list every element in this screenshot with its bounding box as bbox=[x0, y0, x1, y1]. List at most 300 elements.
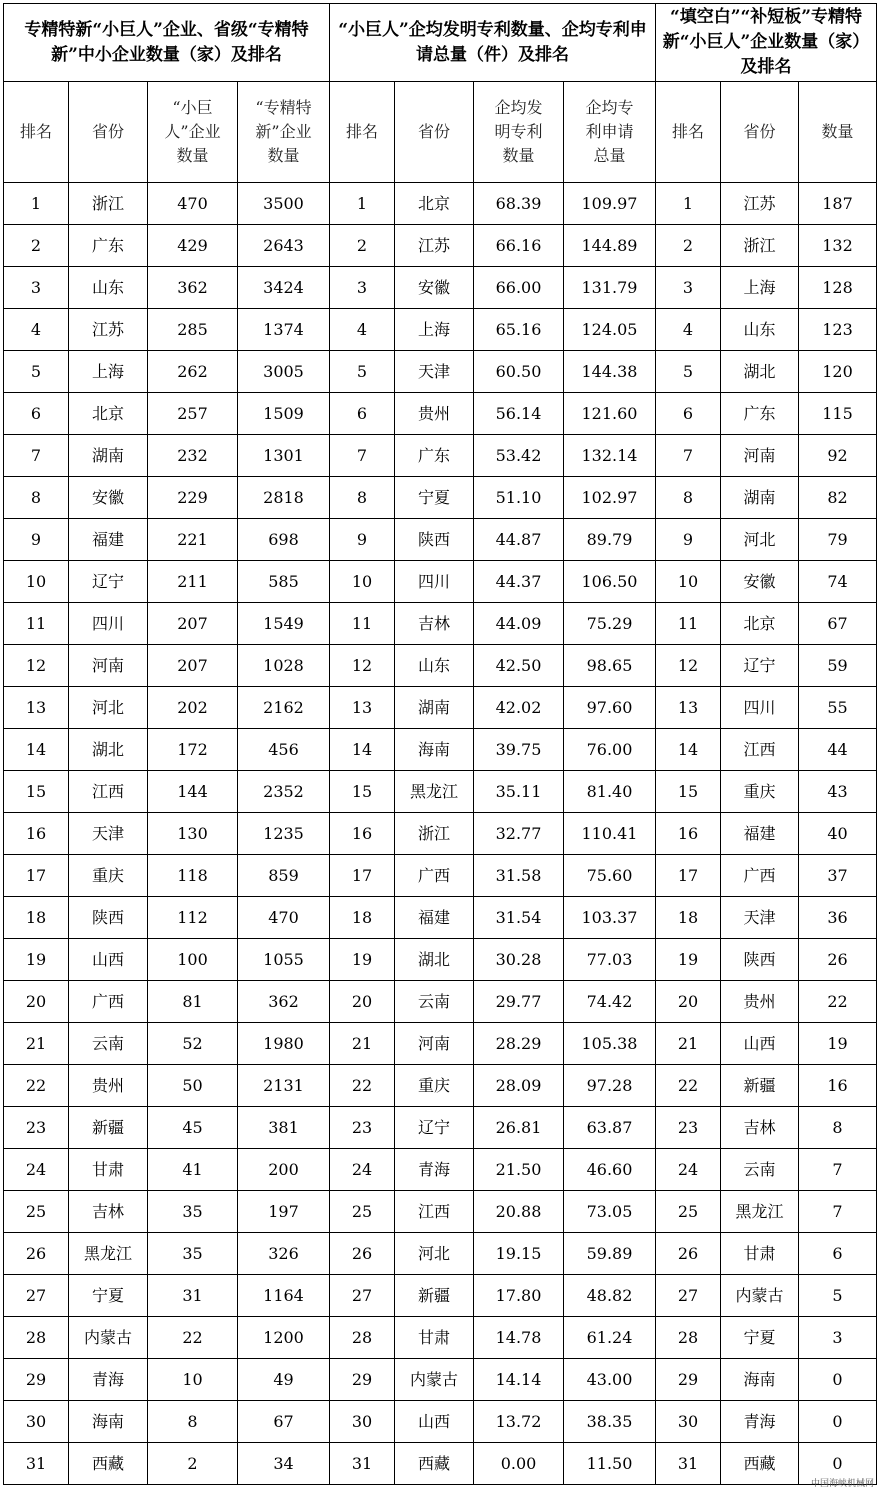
cell-province: 云南 bbox=[69, 1023, 148, 1065]
cell-avg-invention-patents: 14.14 bbox=[474, 1359, 564, 1401]
cell-province: 河北 bbox=[69, 687, 148, 729]
cell-rank: 28 bbox=[4, 1317, 69, 1359]
cell-province: 四川 bbox=[721, 687, 799, 729]
cell-avg-patent-applications: 121.60 bbox=[564, 393, 656, 435]
cell-province: 辽宁 bbox=[721, 645, 799, 687]
cell-specialized-count: 326 bbox=[238, 1233, 330, 1275]
cell-province: 湖南 bbox=[69, 435, 148, 477]
cell-avg-invention-patents: 32.77 bbox=[474, 813, 564, 855]
cell-rank: 23 bbox=[656, 1107, 721, 1149]
cell-specialized-count: 2643 bbox=[238, 225, 330, 267]
cell-specialized-count: 1164 bbox=[238, 1275, 330, 1317]
cell-little-giant-count: 112 bbox=[148, 897, 238, 939]
cell-rank: 8 bbox=[4, 477, 69, 519]
cell-rank: 15 bbox=[656, 771, 721, 813]
cell-rank: 7 bbox=[330, 435, 395, 477]
cell-rank: 6 bbox=[4, 393, 69, 435]
cell-fill-gap-count: 0 bbox=[799, 1401, 877, 1443]
cell-avg-patent-applications: 110.41 bbox=[564, 813, 656, 855]
cell-little-giant-count: 100 bbox=[148, 939, 238, 981]
cell-rank: 22 bbox=[330, 1065, 395, 1107]
cell-little-giant-count: 118 bbox=[148, 855, 238, 897]
table-row bbox=[4, 1401, 877, 1443]
col-header-rank: 排名 bbox=[656, 82, 721, 183]
cell-rank: 13 bbox=[330, 687, 395, 729]
cell-little-giant-count: 10 bbox=[148, 1359, 238, 1401]
table-row bbox=[4, 897, 877, 939]
col-header-little-giant-count: “小巨人”企业数量 bbox=[148, 82, 238, 183]
cell-rank: 31 bbox=[656, 1443, 721, 1485]
cell-little-giant-count: 285 bbox=[148, 309, 238, 351]
cell-province: 湖北 bbox=[69, 729, 148, 771]
cell-fill-gap-count: 22 bbox=[799, 981, 877, 1023]
cell-avg-patent-applications: 59.89 bbox=[564, 1233, 656, 1275]
cell-province: 福建 bbox=[69, 519, 148, 561]
col-header-avg-invention-patents: 企均发明专利数量 bbox=[474, 82, 564, 183]
table-row bbox=[4, 603, 877, 645]
cell-little-giant-count: 35 bbox=[148, 1191, 238, 1233]
cell-province: 山东 bbox=[69, 267, 148, 309]
cell-rank: 21 bbox=[656, 1023, 721, 1065]
cell-province: 宁夏 bbox=[395, 477, 474, 519]
cell-province: 内蒙古 bbox=[395, 1359, 474, 1401]
cell-avg-invention-patents: 13.72 bbox=[474, 1401, 564, 1443]
cell-province: 福建 bbox=[721, 813, 799, 855]
cell-fill-gap-count: 123 bbox=[799, 309, 877, 351]
cell-avg-patent-applications: 124.05 bbox=[564, 309, 656, 351]
cell-province: 湖南 bbox=[395, 687, 474, 729]
cell-province: 天津 bbox=[721, 897, 799, 939]
cell-little-giant-count: 470 bbox=[148, 183, 238, 225]
cell-province: 北京 bbox=[395, 183, 474, 225]
cell-rank: 10 bbox=[656, 561, 721, 603]
col-header-count: 数量 bbox=[799, 82, 877, 183]
cell-province: 河北 bbox=[721, 519, 799, 561]
cell-specialized-count: 2162 bbox=[238, 687, 330, 729]
cell-province: 宁夏 bbox=[721, 1317, 799, 1359]
cell-little-giant-count: 172 bbox=[148, 729, 238, 771]
cell-avg-patent-applications: 75.60 bbox=[564, 855, 656, 897]
table-row bbox=[4, 1233, 877, 1275]
cell-rank: 1 bbox=[330, 183, 395, 225]
cell-province: 广东 bbox=[395, 435, 474, 477]
cell-province: 广西 bbox=[69, 981, 148, 1023]
cell-rank: 4 bbox=[330, 309, 395, 351]
cell-province: 北京 bbox=[69, 393, 148, 435]
cell-avg-patent-applications: 97.60 bbox=[564, 687, 656, 729]
cell-rank: 27 bbox=[330, 1275, 395, 1317]
cell-little-giant-count: 130 bbox=[148, 813, 238, 855]
cell-fill-gap-count: 187 bbox=[799, 183, 877, 225]
cell-little-giant-count: 45 bbox=[148, 1107, 238, 1149]
cell-little-giant-count: 31 bbox=[148, 1275, 238, 1317]
cell-rank: 13 bbox=[4, 687, 69, 729]
cell-avg-patent-applications: 73.05 bbox=[564, 1191, 656, 1233]
cell-rank: 14 bbox=[656, 729, 721, 771]
cell-little-giant-count: 81 bbox=[148, 981, 238, 1023]
cell-rank: 17 bbox=[330, 855, 395, 897]
cell-little-giant-count: 262 bbox=[148, 351, 238, 393]
cell-avg-invention-patents: 42.50 bbox=[474, 645, 564, 687]
cell-avg-invention-patents: 51.10 bbox=[474, 477, 564, 519]
cell-province: 江苏 bbox=[395, 225, 474, 267]
cell-province: 河南 bbox=[69, 645, 148, 687]
cell-fill-gap-count: 128 bbox=[799, 267, 877, 309]
cell-little-giant-count: 429 bbox=[148, 225, 238, 267]
cell-little-giant-count: 22 bbox=[148, 1317, 238, 1359]
cell-rank: 3 bbox=[330, 267, 395, 309]
cell-province: 江苏 bbox=[721, 183, 799, 225]
cell-province: 海南 bbox=[721, 1359, 799, 1401]
cell-province: 吉林 bbox=[721, 1107, 799, 1149]
cell-little-giant-count: 232 bbox=[148, 435, 238, 477]
cell-rank: 20 bbox=[4, 981, 69, 1023]
cell-fill-gap-count: 82 bbox=[799, 477, 877, 519]
table-row bbox=[4, 183, 877, 225]
group-header-patents: “小巨人”企均发明专利数量、企均专利申请总量（件）及排名 bbox=[330, 4, 656, 82]
cell-province: 青海 bbox=[395, 1149, 474, 1191]
table-row bbox=[4, 1191, 877, 1233]
cell-specialized-count: 1028 bbox=[238, 645, 330, 687]
cell-province: 黑龙江 bbox=[395, 771, 474, 813]
cell-province: 广西 bbox=[395, 855, 474, 897]
cell-rank: 23 bbox=[330, 1107, 395, 1149]
cell-province: 西藏 bbox=[69, 1443, 148, 1485]
cell-province: 黑龙江 bbox=[69, 1233, 148, 1275]
cell-rank: 20 bbox=[656, 981, 721, 1023]
cell-avg-patent-applications: 77.03 bbox=[564, 939, 656, 981]
cell-specialized-count: 2352 bbox=[238, 771, 330, 813]
cell-rank: 29 bbox=[656, 1359, 721, 1401]
table-row bbox=[4, 1317, 877, 1359]
table-row bbox=[4, 813, 877, 855]
cell-rank: 18 bbox=[656, 897, 721, 939]
cell-province: 广西 bbox=[721, 855, 799, 897]
cell-specialized-count: 1301 bbox=[238, 435, 330, 477]
col-header-rank: 排名 bbox=[330, 82, 395, 183]
table-row bbox=[4, 1023, 877, 1065]
cell-rank: 17 bbox=[4, 855, 69, 897]
cell-rank: 5 bbox=[4, 351, 69, 393]
cell-rank: 15 bbox=[4, 771, 69, 813]
cell-avg-patent-applications: 75.29 bbox=[564, 603, 656, 645]
table-row bbox=[4, 435, 877, 477]
cell-fill-gap-count: 43 bbox=[799, 771, 877, 813]
cell-specialized-count: 3500 bbox=[238, 183, 330, 225]
table-row bbox=[4, 519, 877, 561]
cell-province: 河北 bbox=[395, 1233, 474, 1275]
cell-province: 贵州 bbox=[69, 1065, 148, 1107]
table-row bbox=[4, 267, 877, 309]
cell-fill-gap-count: 8 bbox=[799, 1107, 877, 1149]
cell-province: 陕西 bbox=[69, 897, 148, 939]
cell-rank: 24 bbox=[4, 1149, 69, 1191]
cell-rank: 10 bbox=[4, 561, 69, 603]
cell-little-giant-count: 52 bbox=[148, 1023, 238, 1065]
table-row bbox=[4, 939, 877, 981]
cell-avg-invention-patents: 44.37 bbox=[474, 561, 564, 603]
cell-province: 天津 bbox=[395, 351, 474, 393]
cell-fill-gap-count: 59 bbox=[799, 645, 877, 687]
cell-province: 甘肃 bbox=[69, 1149, 148, 1191]
cell-avg-invention-patents: 20.88 bbox=[474, 1191, 564, 1233]
table-row bbox=[4, 1359, 877, 1401]
col-header-province: 省份 bbox=[69, 82, 148, 183]
cell-little-giant-count: 50 bbox=[148, 1065, 238, 1107]
cell-fill-gap-count: 79 bbox=[799, 519, 877, 561]
cell-specialized-count: 362 bbox=[238, 981, 330, 1023]
cell-specialized-count: 3005 bbox=[238, 351, 330, 393]
cell-province: 山西 bbox=[721, 1023, 799, 1065]
table-row bbox=[4, 225, 877, 267]
cell-province: 山西 bbox=[395, 1401, 474, 1443]
table-row bbox=[4, 561, 877, 603]
cell-little-giant-count: 257 bbox=[148, 393, 238, 435]
cell-rank: 7 bbox=[656, 435, 721, 477]
col-header-province: 省份 bbox=[721, 82, 799, 183]
cell-specialized-count: 585 bbox=[238, 561, 330, 603]
cell-avg-patent-applications: 144.38 bbox=[564, 351, 656, 393]
table-row bbox=[4, 393, 877, 435]
cell-province: 新疆 bbox=[69, 1107, 148, 1149]
cell-province: 江苏 bbox=[69, 309, 148, 351]
cell-avg-invention-patents: 44.09 bbox=[474, 603, 564, 645]
cell-avg-patent-applications: 43.00 bbox=[564, 1359, 656, 1401]
col-header-specialized-count: “专精特新”企业数量 bbox=[238, 82, 330, 183]
cell-rank: 9 bbox=[4, 519, 69, 561]
cell-avg-invention-patents: 31.58 bbox=[474, 855, 564, 897]
cell-specialized-count: 470 bbox=[238, 897, 330, 939]
cell-little-giant-count: 144 bbox=[148, 771, 238, 813]
cell-province: 云南 bbox=[721, 1149, 799, 1191]
cell-rank: 30 bbox=[330, 1401, 395, 1443]
cell-province: 黑龙江 bbox=[721, 1191, 799, 1233]
cell-province: 海南 bbox=[395, 729, 474, 771]
cell-little-giant-count: 35 bbox=[148, 1233, 238, 1275]
table-row bbox=[4, 1107, 877, 1149]
group-header-row bbox=[4, 4, 877, 82]
cell-rank: 12 bbox=[330, 645, 395, 687]
cell-fill-gap-count: 26 bbox=[799, 939, 877, 981]
cell-fill-gap-count: 0 bbox=[799, 1443, 877, 1485]
cell-rank: 4 bbox=[4, 309, 69, 351]
cell-little-giant-count: 202 bbox=[148, 687, 238, 729]
table-row bbox=[4, 729, 877, 771]
cell-rank: 25 bbox=[656, 1191, 721, 1233]
column-header-row bbox=[4, 82, 877, 183]
cell-rank: 19 bbox=[4, 939, 69, 981]
cell-rank: 23 bbox=[4, 1107, 69, 1149]
cell-rank: 16 bbox=[4, 813, 69, 855]
cell-rank: 11 bbox=[330, 603, 395, 645]
cell-province: 安徽 bbox=[395, 267, 474, 309]
cell-rank: 26 bbox=[4, 1233, 69, 1275]
cell-rank: 4 bbox=[656, 309, 721, 351]
cell-province: 浙江 bbox=[721, 225, 799, 267]
cell-rank: 13 bbox=[656, 687, 721, 729]
cell-fill-gap-count: 92 bbox=[799, 435, 877, 477]
table-row bbox=[4, 1149, 877, 1191]
cell-fill-gap-count: 7 bbox=[799, 1191, 877, 1233]
cell-rank: 11 bbox=[656, 603, 721, 645]
cell-rank: 27 bbox=[4, 1275, 69, 1317]
cell-avg-patent-applications: 89.79 bbox=[564, 519, 656, 561]
cell-fill-gap-count: 19 bbox=[799, 1023, 877, 1065]
cell-rank: 27 bbox=[656, 1275, 721, 1317]
cell-province: 山东 bbox=[395, 645, 474, 687]
cell-rank: 7 bbox=[4, 435, 69, 477]
cell-rank: 14 bbox=[4, 729, 69, 771]
cell-avg-patent-applications: 81.40 bbox=[564, 771, 656, 813]
cell-avg-patent-applications: 11.50 bbox=[564, 1443, 656, 1485]
cell-specialized-count: 1980 bbox=[238, 1023, 330, 1065]
cell-little-giant-count: 211 bbox=[148, 561, 238, 603]
cell-province: 安徽 bbox=[69, 477, 148, 519]
cell-fill-gap-count: 37 bbox=[799, 855, 877, 897]
cell-avg-patent-applications: 76.00 bbox=[564, 729, 656, 771]
cell-specialized-count: 2818 bbox=[238, 477, 330, 519]
cell-province: 浙江 bbox=[69, 183, 148, 225]
cell-specialized-count: 456 bbox=[238, 729, 330, 771]
cell-rank: 30 bbox=[656, 1401, 721, 1443]
table-row bbox=[4, 687, 877, 729]
cell-fill-gap-count: 16 bbox=[799, 1065, 877, 1107]
cell-rank: 28 bbox=[656, 1317, 721, 1359]
cell-fill-gap-count: 55 bbox=[799, 687, 877, 729]
cell-rank: 2 bbox=[656, 225, 721, 267]
group-header-fill-gaps: “填空白”“补短板”专精特新“小巨人”企业数量（家）及排名 bbox=[656, 4, 877, 82]
cell-specialized-count: 67 bbox=[238, 1401, 330, 1443]
cell-province: 上海 bbox=[69, 351, 148, 393]
cell-specialized-count: 2131 bbox=[238, 1065, 330, 1107]
cell-rank: 25 bbox=[4, 1191, 69, 1233]
cell-province: 陕西 bbox=[721, 939, 799, 981]
cell-rank: 16 bbox=[656, 813, 721, 855]
cell-avg-patent-applications: 48.82 bbox=[564, 1275, 656, 1317]
cell-little-giant-count: 362 bbox=[148, 267, 238, 309]
table-row bbox=[4, 981, 877, 1023]
col-header-rank: 排名 bbox=[4, 82, 69, 183]
cell-rank: 14 bbox=[330, 729, 395, 771]
cell-rank: 9 bbox=[656, 519, 721, 561]
cell-rank: 19 bbox=[330, 939, 395, 981]
cell-province: 新疆 bbox=[721, 1065, 799, 1107]
cell-avg-invention-patents: 44.87 bbox=[474, 519, 564, 561]
cell-rank: 2 bbox=[4, 225, 69, 267]
cell-rank: 21 bbox=[4, 1023, 69, 1065]
cell-rank: 9 bbox=[330, 519, 395, 561]
cell-avg-patent-applications: 38.35 bbox=[564, 1401, 656, 1443]
cell-avg-invention-patents: 0.00 bbox=[474, 1443, 564, 1485]
cell-province: 吉林 bbox=[395, 603, 474, 645]
cell-specialized-count: 1549 bbox=[238, 603, 330, 645]
cell-avg-invention-patents: 66.00 bbox=[474, 267, 564, 309]
cell-rank: 31 bbox=[4, 1443, 69, 1485]
cell-province: 江西 bbox=[395, 1191, 474, 1233]
table-row bbox=[4, 1443, 877, 1485]
table-body bbox=[4, 4, 877, 1485]
table-row bbox=[4, 645, 877, 687]
cell-avg-invention-patents: 14.78 bbox=[474, 1317, 564, 1359]
cell-little-giant-count: 41 bbox=[148, 1149, 238, 1191]
cell-province: 辽宁 bbox=[69, 561, 148, 603]
cell-little-giant-count: 8 bbox=[148, 1401, 238, 1443]
cell-little-giant-count: 221 bbox=[148, 519, 238, 561]
cell-rank: 2 bbox=[330, 225, 395, 267]
ranking-table bbox=[3, 3, 877, 1485]
cell-fill-gap-count: 132 bbox=[799, 225, 877, 267]
cell-specialized-count: 1235 bbox=[238, 813, 330, 855]
group-header-enterprise-count: 专精特新“小巨人”企业、省级“专精特新”中小企业数量（家）及排名 bbox=[4, 4, 330, 82]
cell-province: 青海 bbox=[721, 1401, 799, 1443]
cell-province: 海南 bbox=[69, 1401, 148, 1443]
cell-fill-gap-count: 120 bbox=[799, 351, 877, 393]
cell-province: 甘肃 bbox=[721, 1233, 799, 1275]
cell-province: 江西 bbox=[69, 771, 148, 813]
cell-fill-gap-count: 36 bbox=[799, 897, 877, 939]
cell-province: 重庆 bbox=[395, 1065, 474, 1107]
cell-province: 甘肃 bbox=[395, 1317, 474, 1359]
cell-avg-patent-applications: 74.42 bbox=[564, 981, 656, 1023]
cell-avg-patent-applications: 144.89 bbox=[564, 225, 656, 267]
cell-avg-invention-patents: 39.75 bbox=[474, 729, 564, 771]
cell-province: 湖北 bbox=[395, 939, 474, 981]
cell-fill-gap-count: 7 bbox=[799, 1149, 877, 1191]
cell-avg-invention-patents: 42.02 bbox=[474, 687, 564, 729]
cell-avg-invention-patents: 31.54 bbox=[474, 897, 564, 939]
cell-rank: 25 bbox=[330, 1191, 395, 1233]
cell-avg-invention-patents: 28.09 bbox=[474, 1065, 564, 1107]
cell-specialized-count: 34 bbox=[238, 1443, 330, 1485]
cell-rank: 8 bbox=[656, 477, 721, 519]
cell-province: 河南 bbox=[721, 435, 799, 477]
cell-province: 重庆 bbox=[721, 771, 799, 813]
cell-province: 西藏 bbox=[721, 1443, 799, 1485]
cell-rank: 18 bbox=[4, 897, 69, 939]
cell-rank: 28 bbox=[330, 1317, 395, 1359]
cell-avg-patent-applications: 106.50 bbox=[564, 561, 656, 603]
cell-specialized-count: 3424 bbox=[238, 267, 330, 309]
cell-specialized-count: 1055 bbox=[238, 939, 330, 981]
cell-province: 安徽 bbox=[721, 561, 799, 603]
cell-specialized-count: 381 bbox=[238, 1107, 330, 1149]
cell-province: 陕西 bbox=[395, 519, 474, 561]
cell-specialized-count: 1509 bbox=[238, 393, 330, 435]
table-row bbox=[4, 855, 877, 897]
cell-province: 吉林 bbox=[69, 1191, 148, 1233]
cell-province: 江西 bbox=[721, 729, 799, 771]
cell-avg-invention-patents: 68.39 bbox=[474, 183, 564, 225]
cell-province: 宁夏 bbox=[69, 1275, 148, 1317]
cell-rank: 22 bbox=[656, 1065, 721, 1107]
cell-province: 四川 bbox=[395, 561, 474, 603]
cell-avg-invention-patents: 65.16 bbox=[474, 309, 564, 351]
cell-avg-invention-patents: 21.50 bbox=[474, 1149, 564, 1191]
cell-avg-invention-patents: 35.11 bbox=[474, 771, 564, 813]
cell-rank: 6 bbox=[656, 393, 721, 435]
cell-rank: 1 bbox=[656, 183, 721, 225]
cell-province: 湖南 bbox=[721, 477, 799, 519]
cell-province: 贵州 bbox=[721, 981, 799, 1023]
cell-rank: 5 bbox=[330, 351, 395, 393]
cell-province: 广东 bbox=[69, 225, 148, 267]
cell-specialized-count: 197 bbox=[238, 1191, 330, 1233]
cell-province: 辽宁 bbox=[395, 1107, 474, 1149]
cell-rank: 29 bbox=[4, 1359, 69, 1401]
table-row bbox=[4, 477, 877, 519]
col-header-province: 省份 bbox=[395, 82, 474, 183]
cell-specialized-count: 200 bbox=[238, 1149, 330, 1191]
